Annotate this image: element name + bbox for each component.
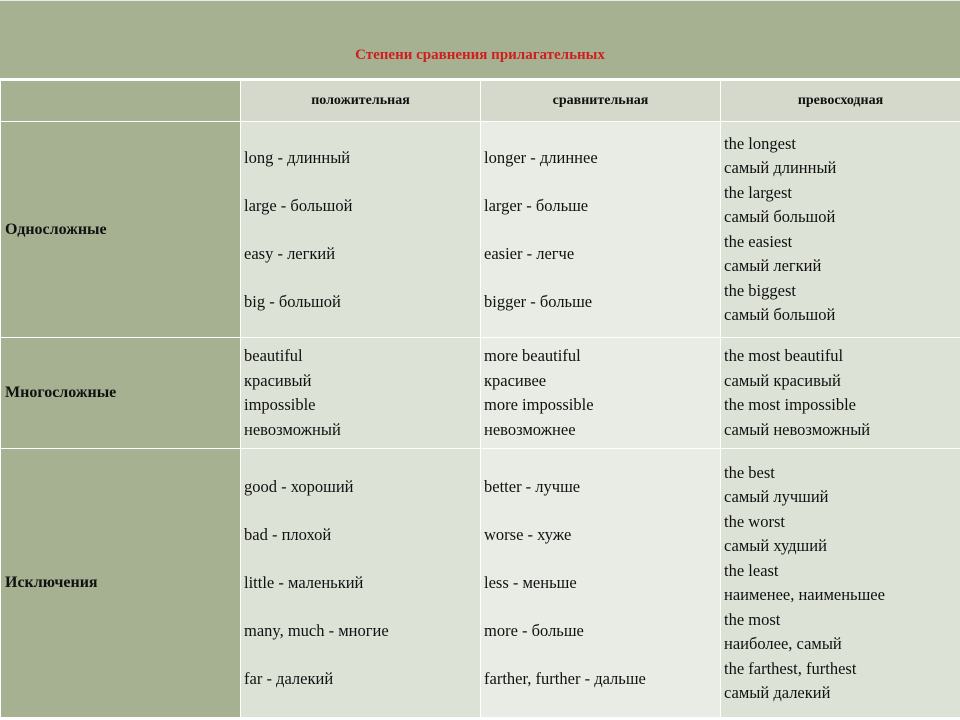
cell-line: the worst bbox=[724, 511, 785, 531]
positive-cell bbox=[241, 449, 481, 718]
cell-line: the farthest, furthest bbox=[724, 658, 857, 678]
cell-line: bad - плохой bbox=[244, 525, 332, 544]
superlative-cell bbox=[721, 122, 960, 338]
cell-line: impossible bbox=[244, 395, 316, 414]
cell-line: the biggest bbox=[724, 280, 796, 300]
cell-line: beautiful bbox=[244, 346, 303, 365]
title-bar bbox=[0, 0, 960, 78]
cell-line: наименее, наименьшее bbox=[724, 585, 885, 604]
cell-line: many, much - многие bbox=[244, 621, 389, 640]
header-corner bbox=[1, 81, 241, 122]
cell-line: longer - длиннее bbox=[484, 147, 598, 167]
table-row bbox=[1, 449, 960, 718]
cell-line: more - больше bbox=[484, 621, 584, 640]
cell-line: large - большой bbox=[244, 195, 353, 215]
cell-line: the most beautiful bbox=[724, 346, 844, 365]
superlative-cell bbox=[721, 449, 960, 718]
superlative-cell bbox=[721, 338, 960, 449]
slide-title: Степени сравнения прилагательных bbox=[355, 47, 605, 63]
row-label-exceptions: Исключения bbox=[1, 449, 241, 718]
cell-line: the largest bbox=[724, 182, 792, 202]
cell-line: farther, further - дальше bbox=[484, 669, 646, 688]
cell-line: larger - больше bbox=[484, 195, 589, 215]
cell-line: самый большой bbox=[724, 305, 836, 324]
cell-line: easier - легче bbox=[484, 243, 575, 263]
table-header-row bbox=[1, 81, 960, 122]
header-positive: положительная bbox=[241, 81, 481, 122]
positive-cell bbox=[241, 338, 481, 449]
header-comparative: сравнительная bbox=[481, 81, 721, 122]
cell-line: самый худший bbox=[724, 536, 827, 555]
cell-line: worse - хуже bbox=[484, 525, 572, 544]
cell-line: невозможнее bbox=[484, 419, 576, 439]
cell-line: bigger - больше bbox=[484, 291, 593, 311]
row-label-polysyllabic: Многосложные bbox=[1, 338, 241, 449]
cell-line: самый большой bbox=[724, 207, 836, 226]
cell-line: красивее bbox=[484, 370, 547, 390]
cell-line: more beautiful bbox=[484, 346, 581, 365]
cell-line: самый невозможный bbox=[724, 419, 871, 439]
positive-cell bbox=[241, 122, 481, 338]
cell-line: the longest bbox=[724, 133, 796, 153]
cell-line: наиболее, самый bbox=[724, 634, 842, 653]
comparative-cell bbox=[481, 449, 721, 718]
cell-line: самый легкий bbox=[724, 256, 822, 275]
cell-line: the most bbox=[724, 609, 781, 629]
cell-line: big - большой bbox=[244, 291, 341, 311]
cell-line: better - лучше bbox=[484, 477, 581, 496]
comparison-table bbox=[0, 80, 960, 718]
cell-line: the easiest bbox=[724, 231, 793, 251]
header-superlative: превосходная bbox=[721, 81, 960, 122]
cell-line: less - меньше bbox=[484, 573, 577, 592]
cell-line: самый длинный bbox=[724, 158, 837, 177]
row-label-monosyllabic: Односложные bbox=[1, 122, 241, 338]
cell-line: самый красивый bbox=[724, 370, 841, 390]
cell-line: красивый bbox=[244, 370, 312, 390]
cell-line: more impossible bbox=[484, 395, 594, 414]
table-row bbox=[1, 338, 960, 449]
cell-line: easy - легкий bbox=[244, 243, 336, 263]
comparative-cell bbox=[481, 122, 721, 338]
cell-line: the least bbox=[724, 560, 779, 580]
table-row bbox=[1, 122, 960, 338]
cell-line: good - хороший bbox=[244, 477, 354, 496]
cell-line: long - длинный bbox=[244, 147, 351, 167]
cell-line: самый лучший bbox=[724, 487, 829, 506]
comparative-cell bbox=[481, 338, 721, 449]
cell-line: самый далекий bbox=[724, 683, 831, 702]
cell-line: невозможный bbox=[244, 419, 341, 439]
cell-line: far - далекий bbox=[244, 669, 334, 688]
cell-line: the most impossible bbox=[724, 395, 856, 414]
cell-line: the best bbox=[724, 462, 775, 482]
cell-line: little - маленький bbox=[244, 573, 364, 592]
